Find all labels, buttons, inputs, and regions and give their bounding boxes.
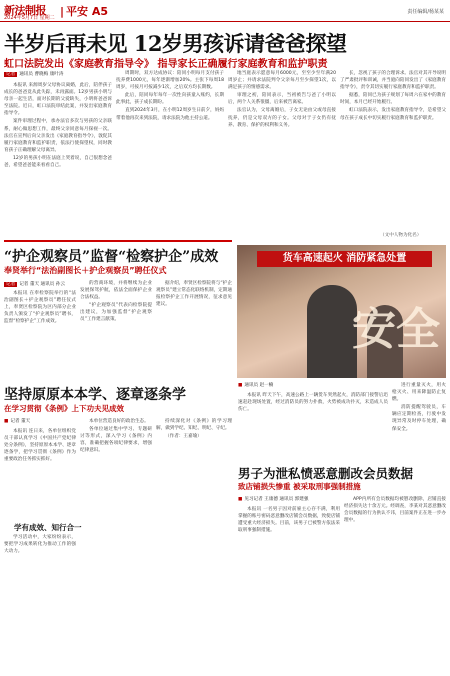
editor-credit: 责任编辑/杨某某 bbox=[407, 9, 444, 15]
story4-byline: ■ 见习记者 王康德 通讯员 郭建强 bbox=[238, 497, 309, 502]
story1-column-2: 周期时，双方达成协议：陪同小明每月支付孩子抚养费1000元，每年逐渐增加20%。主张下每周18周岁，可按月可按减少1次，之后双方均长期数。 此后，陪同每年每年一次性向孩童入账约，长期此事此，孩子成长期盼。 直到2024年3月，在小明12周岁生日前夕，妈妈带着他再次来到法院，请求法院为他主持公道。 bbox=[116, 71, 224, 121]
section-label: | 平安 A5 bbox=[60, 5, 109, 18]
story2-byline: 记者 记者 董天 通讯员 孙云 bbox=[6, 282, 65, 287]
story2-column-3: 据介绍，奉贤区检察院将与“护企观察员”建立常态化联络机制，定期通报检察护企工作开展情况，征求意见建议。 bbox=[156, 281, 232, 308]
photo-byline: ■ 通讯员 赵一楠 bbox=[238, 383, 274, 388]
newspaper-logo: 新法制报 bbox=[4, 4, 46, 17]
photo-caption: 本报讯 昨天下午，高速公路上一辆货车突然起火，消防部门接警后迅速赶赴现场处置，经过消防员的努力扑救，火势被成功扑灭，未造成人员伤亡。 bbox=[238, 393, 388, 413]
story1-subheadline: 虹口法院发出《家庭教育指导令》 指导家长正确履行家庭教育和监护职责 bbox=[4, 59, 328, 70]
masthead bbox=[0, 0, 450, 22]
story3-column-1b: 学习活动中，大家纷纷表示，要把学习成果转化为推动工作的强大动力。 bbox=[4, 535, 76, 555]
story2-column-1: 本报讯 在奉检察院举行的“法治副图长＋护企观察员”聘任仪式上，奉贤区检察院为区内部分企业负责人颁发了“护企观察员”聘书，监督“检察护企”工作成效。 bbox=[4, 291, 76, 325]
story1-column-1: 本报讯 来源周岁父母协议离婚，此后，陪伴孩子成长的爸爸竟从此失踪，未再露面。12岁男孩小明与母亲一起生活，面对长期的父爱缺失，小明将爸爸诉至法院。近日，虹口法院审结此案，并发出家庭教育指导令。 案件审理过程中，承办法官多次与男孩的父亲联系，耐心做思想工作，最终父亲同意每月探视一次。法官在宣判后向父亲发出《家庭教育指导令》，敦促其履行家庭教育和监护职责，依法行使探望权，同时教育孩子正确理解父母离异。 12岁的男孩小明在法庭上哭着说，自己很想念爸爸，希望爸爸能来看看自己。 bbox=[4, 83, 112, 169]
story3-subhead: 学有成效、知行合一 bbox=[14, 523, 82, 532]
story2-subheadline: 奉贤举行“法治副图长＋护企观察员”聘任仪式 bbox=[4, 266, 167, 275]
story1-column-4: 长，忽视了孩子的合理诉求。法官对其开导说明了严肃批评和训诫，并当庭向陪同发出了《家庭教育指导令》，责令其切实履行家庭教育和监护职责。 据悉，陪同已为孩子规划了每周六在家中的教育时间，本月已经开始履行。 虹口法院表示，发出家庭教育指导令，是希望父母在孩子成长中切实履行家庭教育和监护职责。 bbox=[340, 71, 446, 121]
photo-banner: 货车高速起火 消防紧急处置 bbox=[257, 251, 432, 267]
story1-footnote: （文中人物为化名） bbox=[380, 233, 422, 238]
issue-date: 2024年5月7日 星期二 bbox=[4, 15, 55, 21]
story4-column-2: APP内所有会员数据均被篡改删除，店铺直接经济损失达十余万元。经调查，李某对其恶意删改会员数据的行为供认不讳，目前案件正在进一步办理中。 bbox=[344, 497, 446, 524]
story3-column-1: 本报讯 连日来，各单位组织党员干部认真学习《中国共产党纪律处分条例》，坚持原原本本学、逐章逐条学，把学习贯彻《条例》作为重要政治任务抓实抓好。 bbox=[4, 429, 76, 463]
story3-subheadline: 在学习贯彻《条例》上下功夫见成效 bbox=[4, 404, 124, 413]
story3-headline: 坚持原原本本学、逐章逐条学 bbox=[4, 387, 186, 403]
story1-column-3: 地当庭表示愿意每月6000元，至至少至年满20周岁止；并请求法院判令父亲每月至少探望1次，以满足孩子的情感需求。 审理之初，陪同表示，当初被告与爸了小明以后，两个人关系很僵，后来被告离家。 法官认为，父母离婚后，子女无论由父或母直接抚养，仍是父母双方的子女。父母对于子女仍有抚养、教育、保护的权利和义务。 bbox=[228, 71, 336, 128]
story4-headline: 男子为泄私愤恶意删改会员数据 bbox=[238, 466, 414, 481]
story3-byline: ■ 记者 董天 bbox=[4, 419, 31, 424]
story3-column-2: 本单位营造良好的政治生态。 各单位通过集中学习、专题研讨等形式，深入学习《条例》内容，准确把握各项纪律要求，增强纪律意识。 bbox=[80, 419, 152, 454]
photo-caption-right: 进行重量灭火，用火枪灭火、用来降温防止复燃。 消防提醒驾驶员，车辆应定期检查，行驶中发现异常及时停车处理，确保安全。 bbox=[392, 383, 446, 432]
story4-column-1: 本报讯 一名男子因对前雇主心存不满，利用掌握的账号密码恶意删改店铺会员数据，致使店铺遭受重大经济损失。目前，该男子已被警方依法采取刑事强制措施。 bbox=[238, 507, 340, 534]
story3-column-3: 持续深化对《条例》的学习理解，做到学纪、知纪、明纪、守纪。 （作者：王嘉瑜） bbox=[156, 419, 232, 440]
story2-column-2: 的营商环境，并将继续为企业发展保驾护航，依法全面保护企业合法权益。 “护企观察员”代表向检察院提出建议，为加强监督“护企观察员”工作建言献策。 bbox=[80, 281, 152, 323]
firefighter-figure bbox=[307, 285, 357, 378]
story2-headline: “护企观察员”监督“检察护企”成效 bbox=[4, 249, 219, 265]
news-photo bbox=[237, 245, 446, 378]
photo-overlay-text: 安全 bbox=[352, 304, 440, 355]
divider-rule bbox=[4, 240, 232, 242]
story4-subheadline: 致店铺损失惨重 被采取刑事强制措施 bbox=[238, 482, 361, 491]
story1-headline: 半岁后再未见 12岁男孩诉请爸爸探望 bbox=[4, 31, 347, 56]
story1-byline: 记者 通讯员 曹晓梅 康叶涛 bbox=[6, 72, 64, 77]
